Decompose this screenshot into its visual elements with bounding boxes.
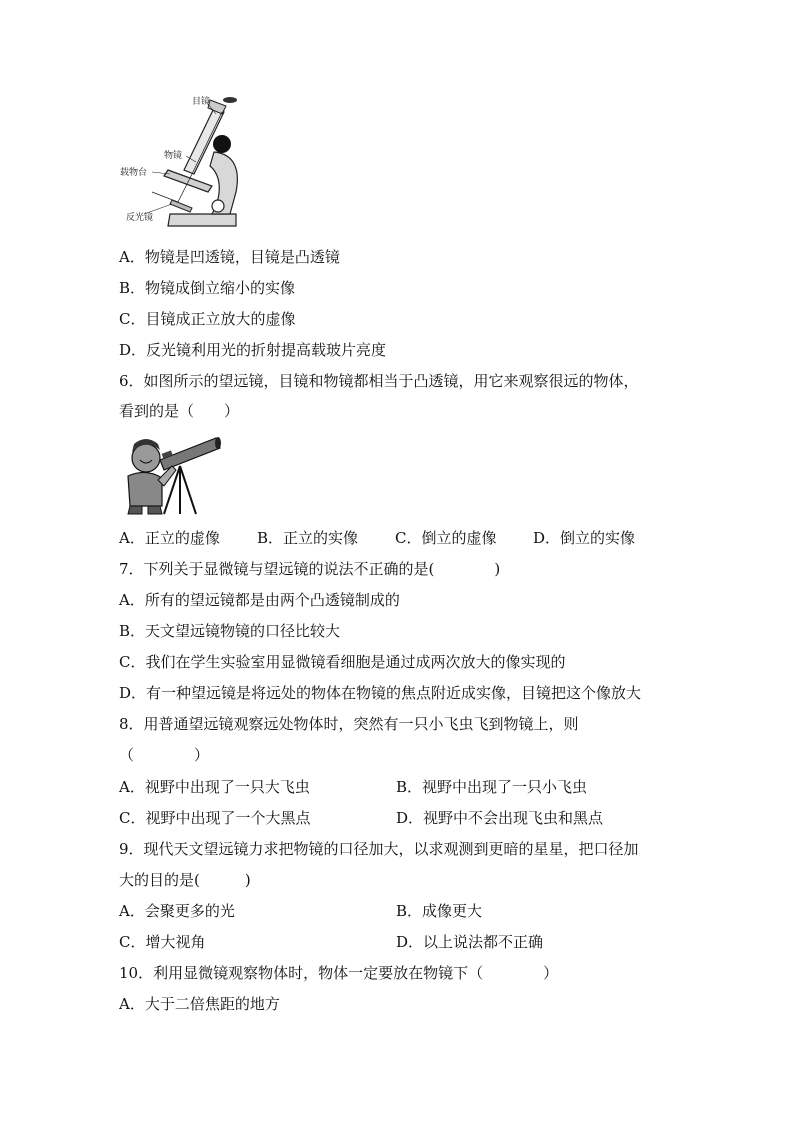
q5-option-a: A．物镜是凹透镜，目镜是凸透镜	[119, 248, 340, 266]
q6-option-a: A．正立的虚像	[119, 529, 220, 547]
label-mirror: 反光镜	[126, 213, 154, 223]
q7-option-d: D．有一种望远镜是将远处的物体在物镜的焦点附近成实像，目镜把这个像放大	[119, 684, 642, 702]
q8-option-c: C．视野中出现了一个大黑点	[119, 809, 311, 827]
q7-stem: 7．下列关于显微镜与望远镜的说法不正确的是( )	[119, 560, 501, 578]
label-objective: 物镜	[164, 151, 183, 161]
q6-option-b: B．正立的实像	[257, 529, 359, 547]
q8-option-a: A．视野中出现了一只大飞虫	[119, 778, 310, 796]
q9-option-b: B．成像更大	[396, 902, 483, 920]
q7-option-b: B．天文望远镜物镜的口径比较大	[119, 622, 341, 640]
q5-option-c: C．目镜成正立放大的虚像	[119, 310, 296, 328]
label-stage: 载物台	[120, 168, 148, 178]
q9-option-d: D．以上说法都不正确	[396, 933, 544, 951]
q6-option-c: C．倒立的虚像	[395, 529, 497, 547]
q10-option-a: A．大于二倍焦距的地方	[119, 995, 280, 1013]
q9-stem-line1: 9．现代天文望远镜力求把物镜的口径加大，以求观测到更暗的星星，把口径加	[119, 840, 639, 858]
q7-option-c: C．我们在学生实验室用显微镜看细胞是通过成两次放大的像实现的	[119, 653, 566, 671]
q6-stem-line2: 看到的是（ ）	[119, 402, 240, 420]
q8-stem-line1: 8．用普通望远镜观察远处物体时，突然有一只小飞虫飞到物镜上，则	[119, 715, 579, 733]
q10-stem: 10．利用显微镜观察物体时，物体一定要放在物镜下（ ）	[119, 964, 559, 982]
q5-option-b: B．物镜成倒立缩小的实像	[119, 279, 296, 297]
q8-stem-line2: （ ）	[119, 746, 210, 764]
q5-option-d: D．反光镜利用光的折射提高载玻片亮度	[119, 341, 387, 359]
q8-option-b: B．视野中出现了一只小飞虫	[396, 778, 588, 796]
q9-option-a: A．会聚更多的光	[119, 902, 235, 920]
q9-stem-line2: 大的目的是( )	[119, 871, 251, 889]
q6-stem-line1: 6．如图所示的望远镜，目镜和物镜都相当于凸透镜，用它来观察很远的物体，	[119, 372, 639, 390]
q6-option-d: D．倒立的实像	[533, 529, 636, 547]
q7-option-a: A．所有的望远镜都是由两个凸透镜制成的	[119, 591, 400, 609]
telescope-figure	[118, 432, 228, 516]
q6-options	[119, 528, 635, 548]
label-eyepiece: 目镜	[192, 97, 211, 107]
q9-option-c: C．增大视角	[119, 933, 206, 951]
q8-option-d: D．视野中不会出现飞虫和黑点	[396, 809, 604, 827]
microscope-figure	[112, 92, 252, 232]
